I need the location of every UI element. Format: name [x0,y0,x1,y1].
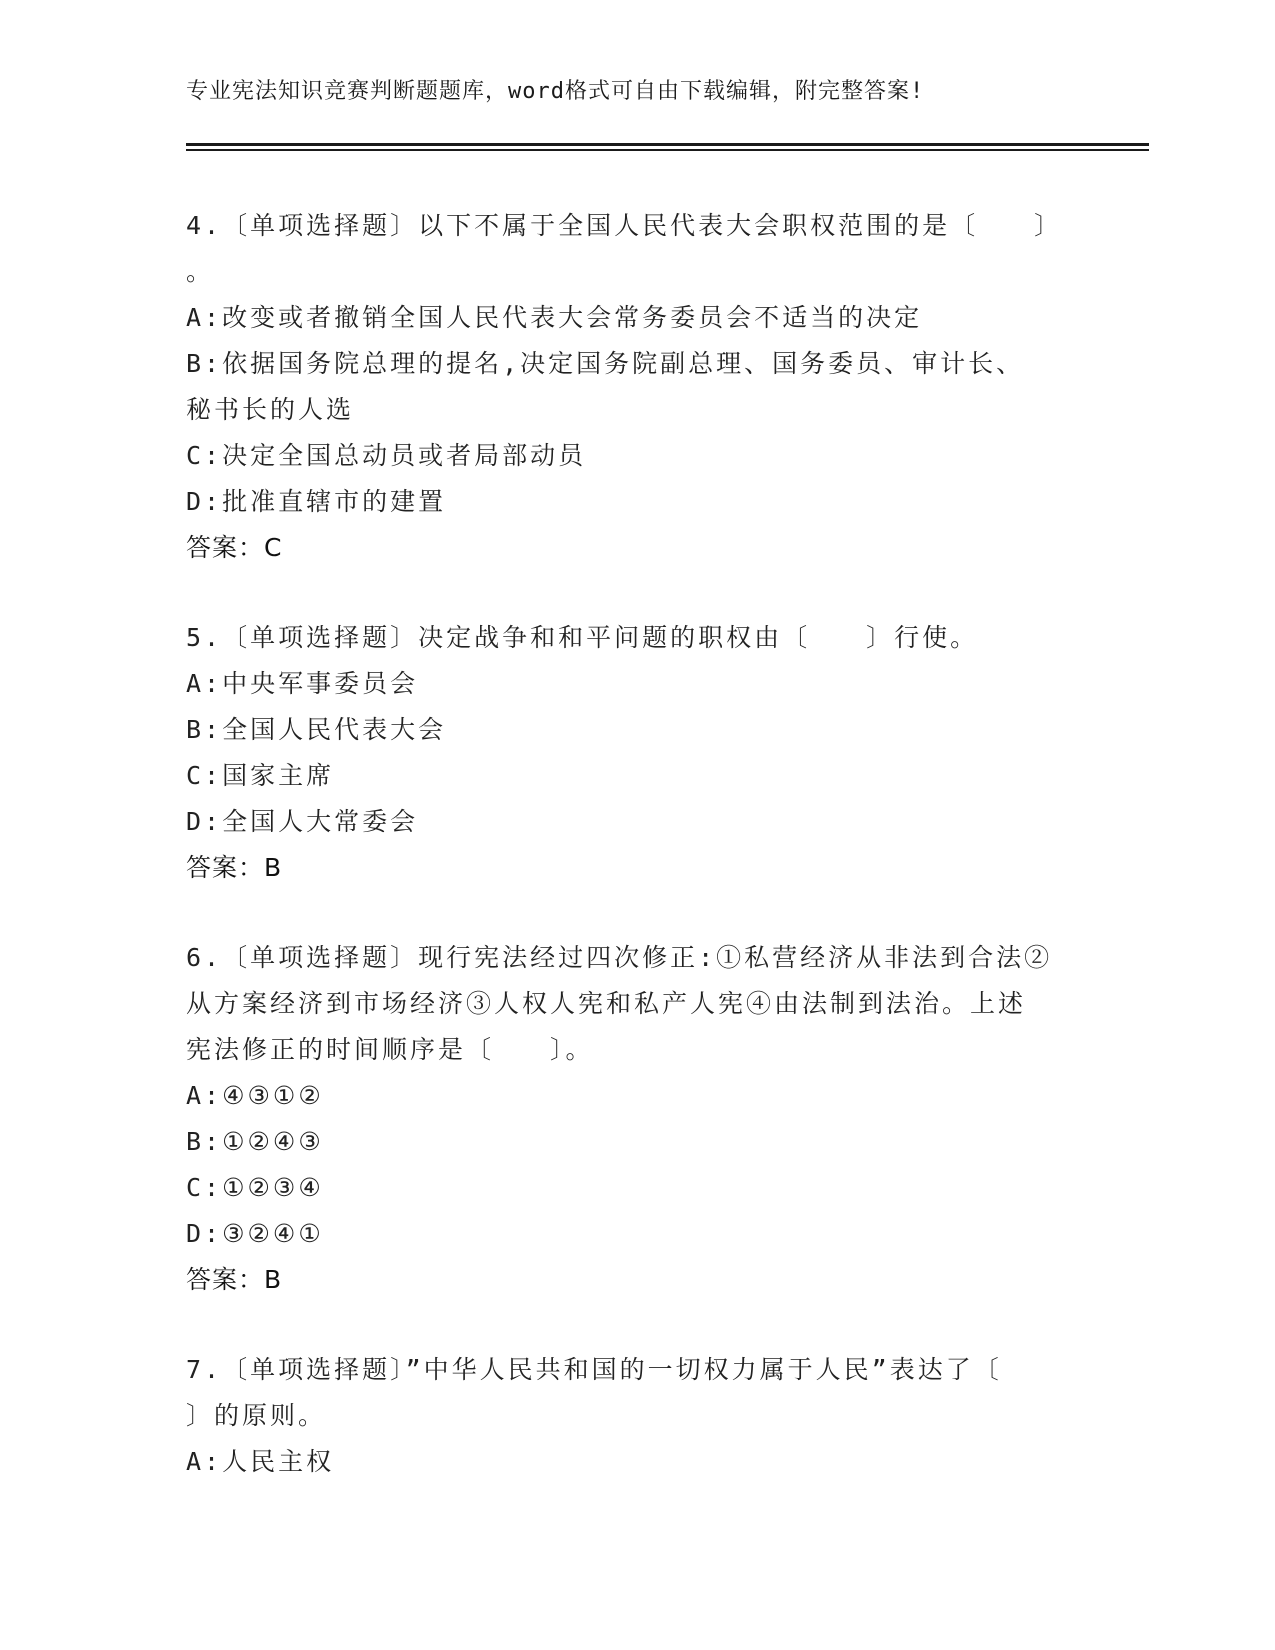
page-header-title: 专业宪法知识竞赛判断题题库，word格式可自由下载编辑，附完整答案! [186,79,925,104]
option-label: A: [186,303,223,332]
option-d-line [186,1211,1056,1257]
answer-text: 答案：B [186,1265,283,1294]
question-text-line: 5.〔单项选择题〕决定战争和和平问题的职权由〔 〕行使。 [186,623,979,652]
question-text-line: 。 [186,257,215,286]
option-text: ①②④③ [222,1127,324,1156]
option-text: 依据国务院总理的提名,决定国务院副总理、国务委员、审计长、 [222,349,1025,378]
option-a-line [186,1073,1056,1119]
option-d-line [186,799,1056,845]
option-text: 全国人大常委会 [222,807,419,836]
question-text-line: 4.〔单项选择题〕以下不属于全国人民代表大会职权范围的是〔 〕 [186,211,1063,240]
option-label: C: [186,441,223,470]
answer-text: 答案：C [186,533,283,562]
option-label: A: [186,1081,223,1110]
option-text: 决定全国总动员或者局部动员 [222,441,587,470]
question-block [186,1347,1056,1485]
option-b-line [186,707,1056,753]
option-label: D: [186,1219,223,1248]
option-text: ③②④① [222,1219,324,1248]
option-label: A: [186,669,223,698]
option-label: C: [186,761,223,790]
option-text: 改变或者撤销全国人民代表大会常务委员会不适当的决定 [222,303,923,332]
question-text-line: 从方案经济到市场经济③人权人宪和私产人宪④由法制到法治。上述 [186,989,1027,1018]
option-d-line [186,479,1056,525]
option-b-line [186,387,1056,433]
header-rule-thin [186,149,1149,151]
question-block [186,203,1063,571]
option-b-line [186,1119,1056,1165]
option-label: B: [186,715,223,744]
option-text: 中央军事委员会 [222,669,419,698]
option-text: ④③①② [222,1081,324,1110]
question-text-line: 7.〔单项选择题〕”中华人民共和国的一切权力属于人民”表达了〔 [186,1355,1002,1384]
option-c-line [186,1165,1056,1211]
question-text-line: 宪法修正的时间顺序是〔 〕。 [186,1035,594,1064]
answer-text: 答案：B [186,853,283,882]
option-label: C: [186,1173,223,1202]
question-text-line: 6.〔单项选择题〕现行宪法经过四次修正:①私营经济从非法到合法② [186,943,1053,972]
option-c-line [186,753,1056,799]
option-label: A: [186,1447,223,1476]
option-text: 秘书长的人选 [186,395,355,424]
header-rule-thick [186,143,1149,146]
question-block [186,615,1056,891]
option-text: ①②③④ [222,1173,324,1202]
option-a-line [186,661,1056,707]
option-c-line [186,433,1056,479]
option-label: B: [186,349,223,378]
option-text: 全国人民代表大会 [222,715,447,744]
option-label: D: [186,807,223,836]
question-block [186,935,1056,1303]
question-text-line: 〕的原则。 [186,1401,327,1430]
option-text: 批准直辖市的建置 [222,487,447,516]
option-label: B: [186,1127,223,1156]
option-a-line [186,295,1056,341]
option-a-line [186,1439,1056,1485]
option-label: D: [186,487,223,516]
option-text: 国家主席 [222,761,335,790]
question-list [186,203,1063,1529]
option-b-line [186,341,1056,387]
option-text: 人民主权 [222,1447,335,1476]
